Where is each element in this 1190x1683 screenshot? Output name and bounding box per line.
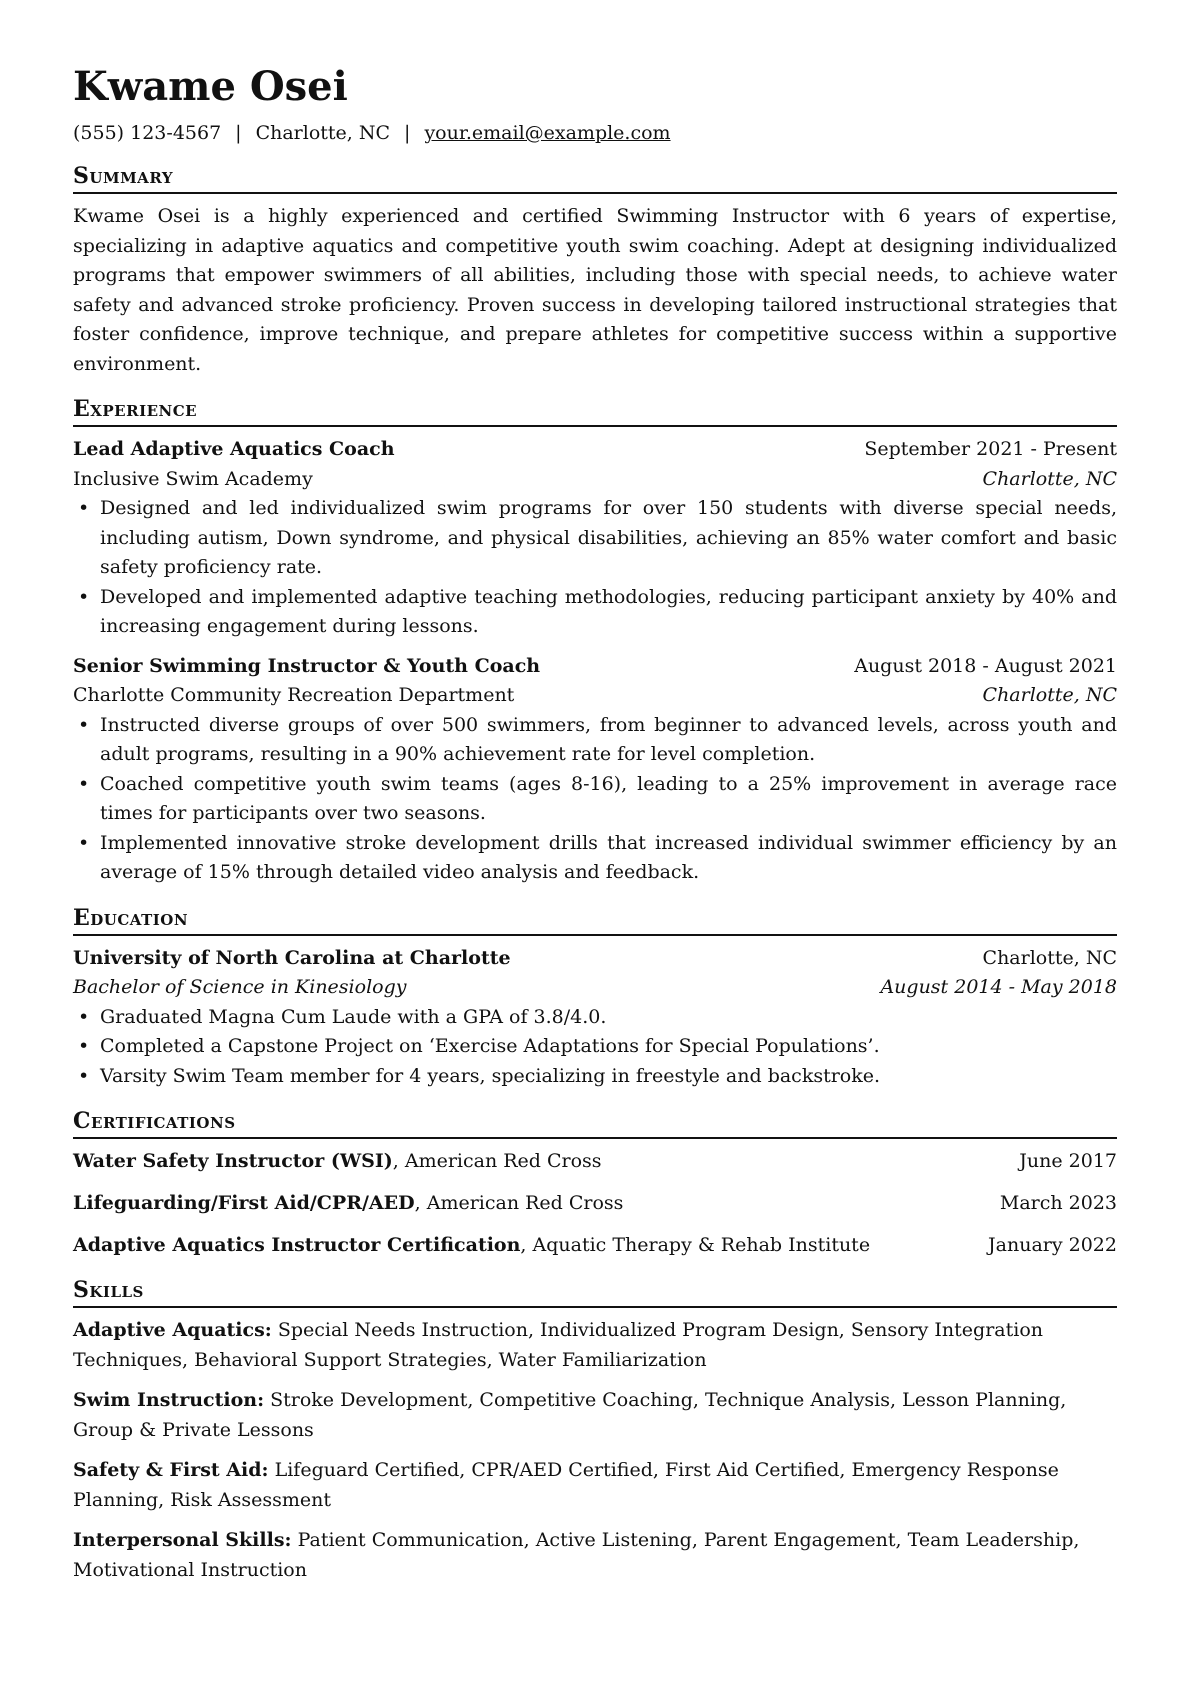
certification-date: March 2023	[999, 1192, 1117, 1214]
job-role: Senior Swimming Instructor & Youth Coach	[73, 654, 541, 677]
skill-label: Safety & First Aid:	[73, 1459, 269, 1481]
skill-values: Lifeguard Certified, CPR/AED Certified, First Aid Certified, Emergency Response Planning, Risk Assessment	[73, 1459, 1059, 1511]
job-bullet: • Instructed diverse groups of over 500 swimmers, from beginner to advanced levels, across youth and adult programs, resulting in a 90% achievement rate for level completion.	[100, 711, 1117, 770]
school-location: Charlotte, NC	[982, 946, 1117, 969]
job-bullet: • Implemented innovative stroke development drills that increased individual swimmer efficiency by an average of 15% through detailed video analysis and feedback.	[100, 829, 1117, 888]
job-org: Inclusive Swim Academy	[73, 467, 313, 490]
skill-values: Special Needs Instruction, Individualized Program Design, Sensory Integration Techniques, Behavioral Support Strategies, Water Familiarization	[73, 1319, 1044, 1371]
experience-heading: Experience	[73, 395, 1117, 427]
education-entry	[73, 944, 1117, 1092]
job-bullet: • Designed and led individualized swim programs for over 150 students with diverse special needs, including autism, Down syndrome, and physical disabilities, achieving an 85% water comfort and basic safety proficiency rate.	[100, 494, 1117, 583]
job-bullets	[73, 494, 1117, 642]
certification-item	[73, 1147, 1117, 1176]
contact-separator: |	[235, 122, 242, 144]
contact-line	[73, 120, 1117, 146]
certification-item	[73, 1189, 1117, 1218]
job-bullets	[73, 711, 1117, 888]
skill-group	[73, 1526, 1117, 1585]
job-dates: September 2021 - Present	[864, 438, 1117, 460]
education-dates: August 2014 - May 2018	[880, 976, 1117, 998]
skill-label: Interpersonal Skills:	[73, 1529, 292, 1551]
contact-separator: |	[404, 122, 411, 144]
job-entry	[73, 652, 1117, 888]
certification-name: Adaptive Aquatics Instructor Certification	[73, 1234, 521, 1256]
skill-group	[73, 1316, 1117, 1375]
certification-name: Lifeguarding/First Aid/CPR/AED	[73, 1192, 415, 1214]
certification-issuer: , Aquatic Therapy & Rehab Institute	[520, 1234, 871, 1256]
education-bullet: • Graduated Magna Cum Laude with a GPA of 3.8/4.0.	[100, 1003, 1117, 1033]
summary-heading: Summary	[73, 162, 1117, 194]
candidate-name: Kwame Osei	[73, 63, 348, 110]
education-bullet: • Completed a Capstone Project on ‘Exercise Adaptations for Special Populations’.	[100, 1032, 1117, 1062]
skill-values: Patient Communication, Active Listening, Parent Engagement, Team Leadership, Motivational Instruction	[73, 1529, 1080, 1581]
job-org: Charlotte Community Recreation Department	[73, 684, 515, 706]
education-heading: Education	[73, 904, 1117, 936]
phone: (555) 123-4567	[73, 122, 222, 144]
certifications-heading: Certifications	[73, 1107, 1117, 1139]
job-role: Lead Adaptive Aquatics Coach	[73, 438, 395, 460]
certification-date: January 2022	[988, 1234, 1117, 1256]
job-bullet: • Developed and implemented adaptive teaching methodologies, reducing participant anxiety by 40% and increasing engagement during lessons.	[100, 583, 1117, 642]
education-bullets	[73, 1003, 1117, 1092]
email-link[interactable]: your.email@example.com	[424, 122, 671, 144]
job-bullet: • Coached competitive youth swim teams (ages 8-16), leading to a 25% improvement in average race times for participants over two seasons.	[100, 770, 1117, 829]
skill-values: Stroke Development, Competitive Coaching, Technique Analysis, Lesson Planning, Group & Private Lessons	[73, 1389, 1067, 1441]
skill-group	[73, 1456, 1117, 1515]
job-dates: August 2018 - August 2021	[854, 654, 1117, 677]
skill-group	[73, 1386, 1117, 1445]
certification-issuer: , American Red Cross	[414, 1192, 624, 1214]
skill-label: Adaptive Aquatics:	[73, 1319, 272, 1341]
certification-name: Water Safety Instructor (WSI)	[73, 1150, 393, 1172]
job-entry	[73, 435, 1117, 642]
skill-label: Swim Instruction:	[73, 1389, 265, 1411]
school-name: University of North Carolina at Charlotte	[73, 946, 511, 969]
certification-item	[73, 1231, 1117, 1260]
certification-issuer: , American Red Cross	[392, 1150, 602, 1172]
summary-text: Kwame Osei is a highly experienced and certified Swimming Instructor with 6 years of expertise, specializing in adaptive aquatics and competitive youth swim coaching. Adept at designing individualized programs that empower swimmers of all abilities, including those with special needs, to achieve water safety and advanced stroke proficiency. Proven success in developing tailored instructional strategies that foster confidence, improve technique, and prepare athletes for competitive success within a supportive environment.	[73, 205, 1117, 375]
education-bullet: • Varsity Swim Team member for 4 years, specializing in freestyle and backstroke.	[100, 1062, 1117, 1092]
location: Charlotte, NC	[255, 122, 391, 144]
degree: Bachelor of Science in Kinesiology	[73, 976, 407, 998]
job-location: Charlotte, NC	[982, 467, 1117, 490]
job-location: Charlotte, NC	[982, 684, 1117, 706]
certification-date: June 2017	[1019, 1150, 1117, 1172]
skills-heading: Skills	[73, 1276, 1117, 1308]
